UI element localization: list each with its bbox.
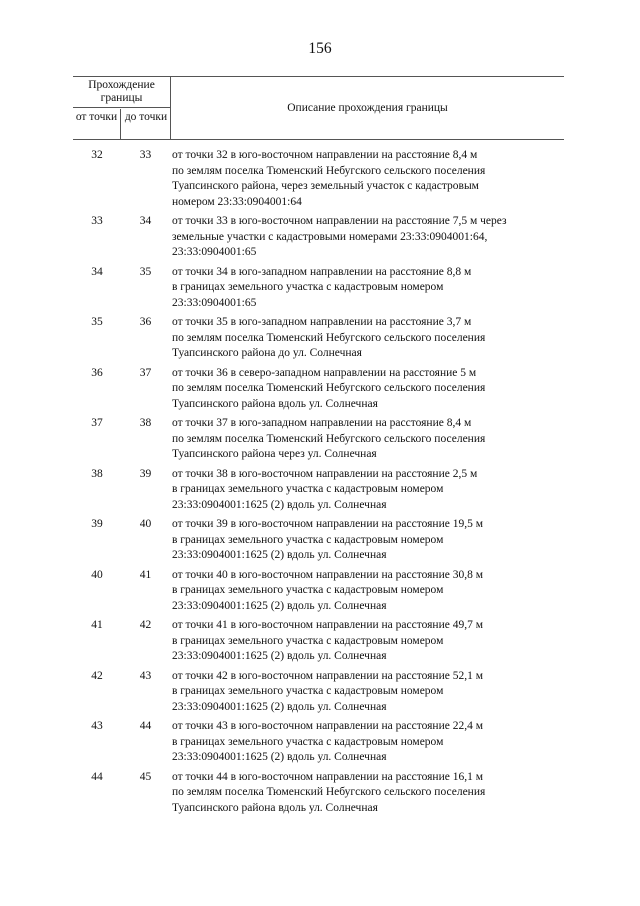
description-line: в границах земельного участка с кадастровым номером [172, 483, 444, 495]
to-point-cell: 45 [139, 770, 152, 783]
description-cell [170, 265, 564, 312]
from-point-cell: 41 [91, 619, 103, 631]
from-point-cell: 40 [91, 568, 103, 581]
table-row [73, 467, 564, 514]
description-cell [170, 568, 564, 615]
description-line: в границах земельного участка с кадастровым номером [172, 634, 444, 647]
description-line: 23:33:0904001:65 [172, 246, 257, 258]
description-line: от точки 42 в юго-восточном направлении на расстояние 52,1 м [172, 669, 483, 682]
from-point-cell: 32 [91, 149, 103, 161]
to-point-cell: 42 [139, 619, 152, 631]
description-line: 23:33:0904001:1625 (2) вдоль ул. Солнечная [172, 700, 387, 713]
table-row [73, 315, 564, 362]
table-row [73, 669, 564, 716]
description-line: от точки 43 в юго-восточном направлении на расстояние 22,4 м [172, 720, 483, 732]
header-boundary-passage: Прохождение границы [73, 77, 170, 108]
description-line: от точки 37 в юго-западном направлении на расстояние 8,4 м [172, 417, 472, 429]
description-cell [170, 315, 564, 362]
to-point-cell: 36 [139, 316, 152, 328]
to-point-cell: 34 [139, 215, 152, 227]
description-line: 23:33:0904001:1625 (2) вдоль ул. Солнечная [172, 751, 387, 763]
table-row [73, 366, 564, 413]
description-line: по землям поселка Тюменский Небугского сельского поселения [172, 164, 486, 177]
description-line: в границах земельного участка с кадастровым номером [172, 685, 444, 697]
description-line: земельные участки с кадастровыми номерами 23:33:0904001:64, [172, 230, 488, 243]
from-point-cell: 39 [91, 518, 103, 530]
description-cell [170, 618, 564, 665]
description-line: в границах земельного участка с кадастровым номером [172, 735, 444, 748]
description-cell [170, 770, 564, 817]
description-line: в границах земельного участка с кадастровым номером [172, 584, 444, 596]
description-line: от точки 32 в юго-восточном направлении на расстояние 8,4 м [172, 149, 478, 161]
description-cell [170, 719, 564, 766]
description-cell [170, 467, 564, 514]
from-point-cell: 44 [91, 770, 103, 783]
from-point-cell: 38 [91, 467, 103, 480]
description-line: от точки 33 в юго-восточном направлении на расстояние 7,5 м через [172, 215, 507, 227]
description-line: от точки 36 в северо-западном направлении на расстояние 5 м [172, 366, 477, 379]
to-point-cell: 39 [139, 467, 152, 480]
description-line: Туапсинского района, через земельный участок с кадастровым [172, 180, 479, 192]
table-row [73, 770, 564, 817]
header-description: Описание прохождения границы [287, 101, 448, 114]
description-line: от точки 41 в юго-восточном направлении на расстояние 49,7 м [172, 619, 483, 631]
description-line: от точки 38 в юго-восточном направлении на расстояние 2,5 м [172, 467, 478, 480]
header-to-point: до точки [124, 111, 168, 123]
table-row [73, 719, 564, 766]
to-point-cell: 41 [139, 568, 152, 581]
to-point-cell: 35 [139, 265, 152, 278]
table-row [73, 618, 564, 665]
from-point-cell: 43 [91, 720, 103, 732]
from-point-cell: 33 [91, 215, 103, 227]
table-body [73, 148, 564, 820]
description-line: 23:33:0904001:1625 (2) вдоль ул. Солнечная [172, 549, 387, 561]
table-header [73, 76, 564, 140]
description-line: Туапсинского района через ул. Солнечная [172, 448, 377, 460]
description-line: 23:33:0904001:1625 (2) вдоль ул. Солнечная [172, 498, 387, 511]
description-cell [170, 366, 564, 413]
description-line: по землям поселка Тюменский Небугского сельского поселения [172, 382, 486, 394]
description-cell [170, 416, 564, 463]
to-point-cell: 40 [139, 518, 152, 530]
description-line: в границах земельного участка с кадастровым номером [172, 281, 444, 293]
table-row [73, 416, 564, 463]
page-number: 156 [308, 40, 332, 57]
description-line: в границах земельного участка с кадастровым номером [172, 533, 444, 546]
table-row [73, 214, 564, 261]
description-line: от точки 39 в юго-восточном направлении на расстояние 19,5 м [172, 518, 483, 530]
description-line: Туапсинского района вдоль ул. Солнечная [172, 397, 378, 410]
to-point-cell: 43 [139, 669, 152, 682]
description-cell [170, 669, 564, 716]
table-row [73, 568, 564, 615]
to-point-cell: 44 [139, 720, 152, 732]
table-row [73, 265, 564, 312]
description-cell [170, 214, 564, 261]
description-line: 23:33:0904001:1625 (2) вдоль ул. Солнечная [172, 599, 387, 612]
from-point-cell: 36 [91, 366, 103, 379]
description-line: 23:33:0904001:65 [172, 296, 257, 309]
description-line: по землям поселка Тюменский Небугского сельского поселения [172, 432, 486, 445]
to-point-cell: 33 [139, 149, 152, 161]
from-point-cell: 34 [91, 265, 103, 278]
description-line: номером 23:33:0904001:64 [172, 195, 302, 208]
description-line: по землям поселка Тюменский Небугского сельского поселения [172, 786, 486, 798]
table-row [73, 517, 564, 564]
description-cell [170, 148, 564, 210]
table-row [73, 148, 564, 210]
from-point-cell: 37 [91, 417, 103, 429]
from-point-cell: 35 [91, 316, 103, 328]
to-point-cell: 37 [139, 366, 152, 379]
description-line: 23:33:0904001:1625 (2) вдоль ул. Солнечная [172, 650, 387, 662]
from-point-cell: 42 [91, 669, 103, 682]
description-line: Туапсинского района вдоль ул. Солнечная [172, 801, 378, 814]
header-from-point: от точки [73, 109, 121, 139]
description-cell [170, 517, 564, 564]
description-line: Туапсинского района до ул. Солнечная [172, 347, 362, 359]
to-point-cell: 38 [139, 417, 152, 429]
description-line: от точки 35 в юго-западном направлении на расстояние 3,7 м [172, 316, 472, 328]
description-line: по землям поселка Тюменский Небугского сельского поселения [172, 331, 486, 344]
description-line: от точки 34 в юго-западном направлении на расстояние 8,8 м [172, 265, 472, 278]
description-line: от точки 44 в юго-восточном направлении на расстояние 16,1 м [172, 770, 483, 783]
description-line: от точки 40 в юго-восточном направлении на расстояние 30,8 м [172, 568, 483, 581]
